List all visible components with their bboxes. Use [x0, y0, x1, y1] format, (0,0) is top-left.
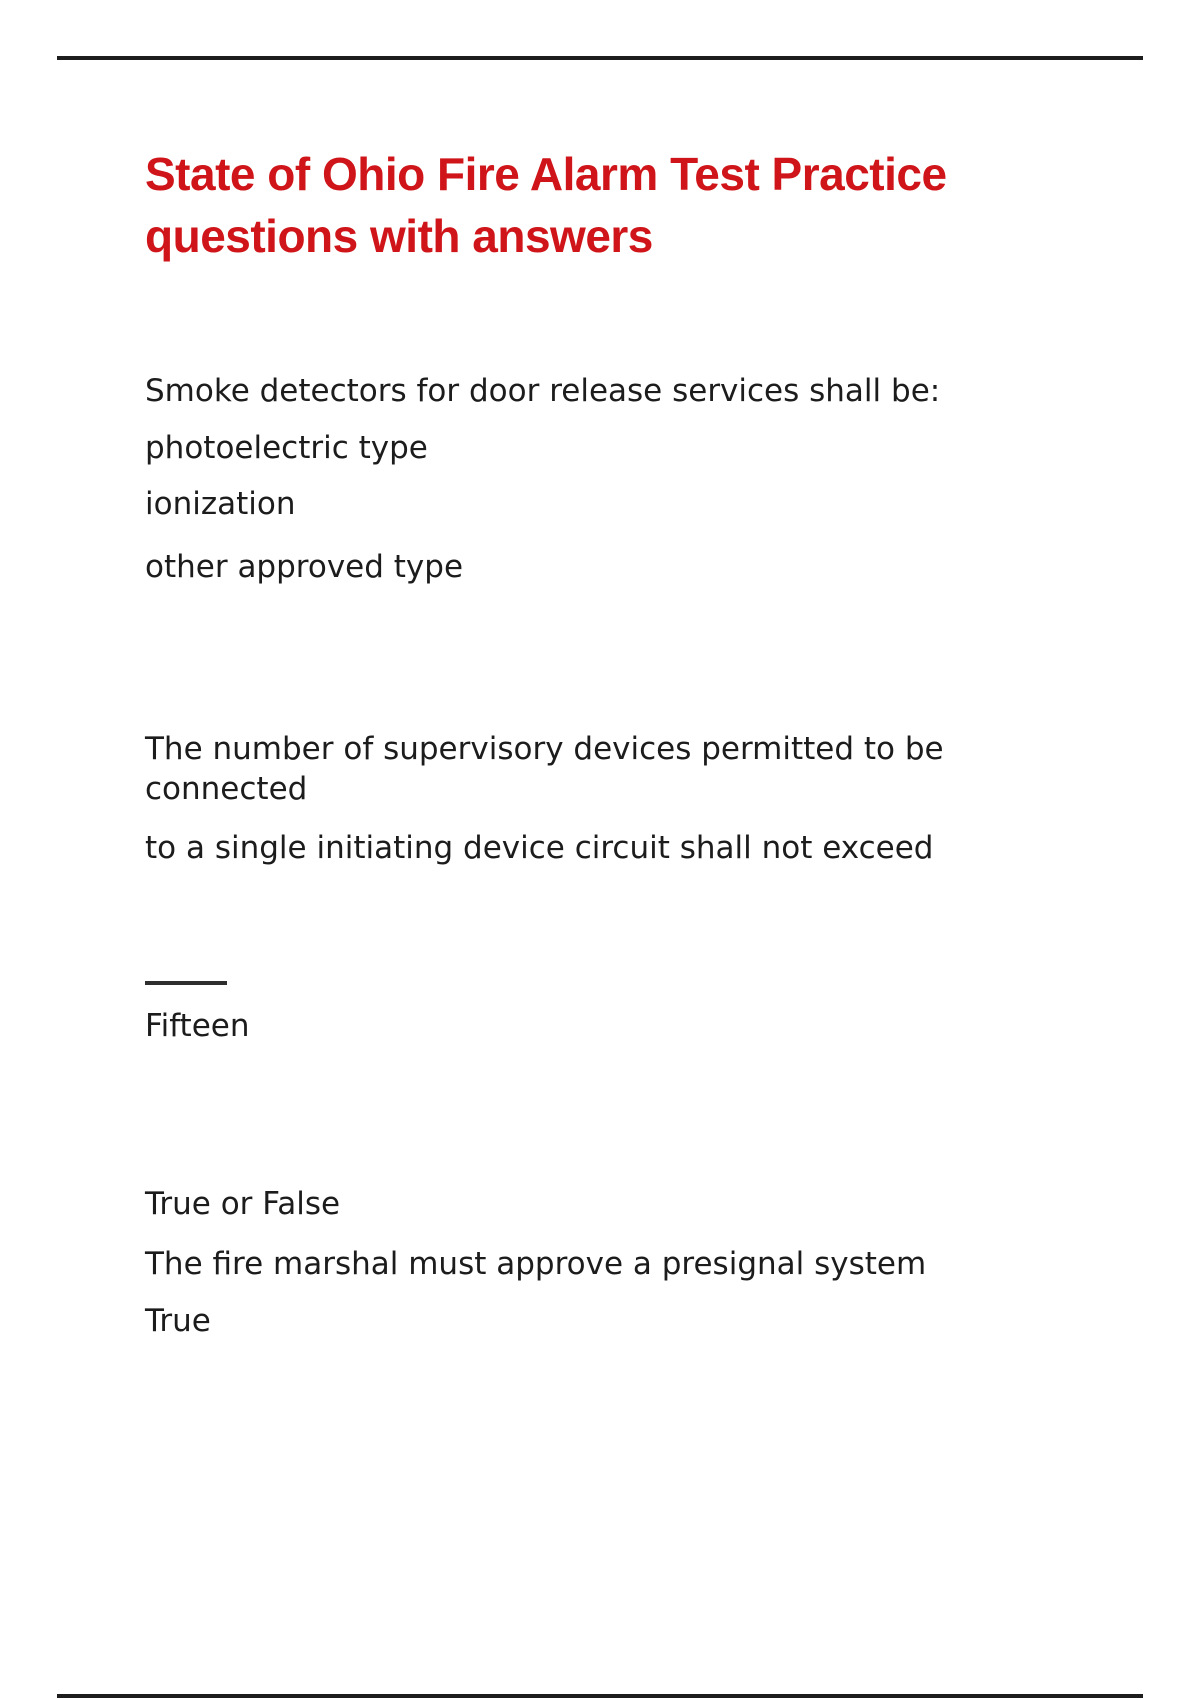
question-1-text: Smoke detectors for door release services shall be: [145, 373, 941, 409]
blank-answer-line [145, 981, 227, 985]
bottom-rule [57, 1694, 1143, 1698]
page-title-line2: questions with answers [145, 210, 653, 262]
question-3-answer: True [145, 1303, 211, 1339]
page-title-line1: State of Ohio Fire Alarm Test Practice [145, 148, 947, 200]
question-2-answer: Fifteen [145, 1008, 250, 1044]
question-3-text: The fire marshal must approve a presignal system [145, 1246, 927, 1282]
question-2-text-line1: The number of supervisory devices permitted to be [145, 731, 944, 767]
question-2-text-line2: connected [145, 771, 308, 807]
question-2-text-continued: to a single initiating device circuit shall not exceed [145, 830, 934, 866]
page-title [145, 143, 947, 267]
question-3-prompt: True or False [145, 1186, 341, 1222]
question-1-answer-2: ionization [145, 486, 296, 522]
question-1-answer-1: photoelectric type [145, 430, 428, 466]
top-rule [57, 56, 1143, 60]
question-1-answer-3: other approved type [145, 549, 464, 585]
